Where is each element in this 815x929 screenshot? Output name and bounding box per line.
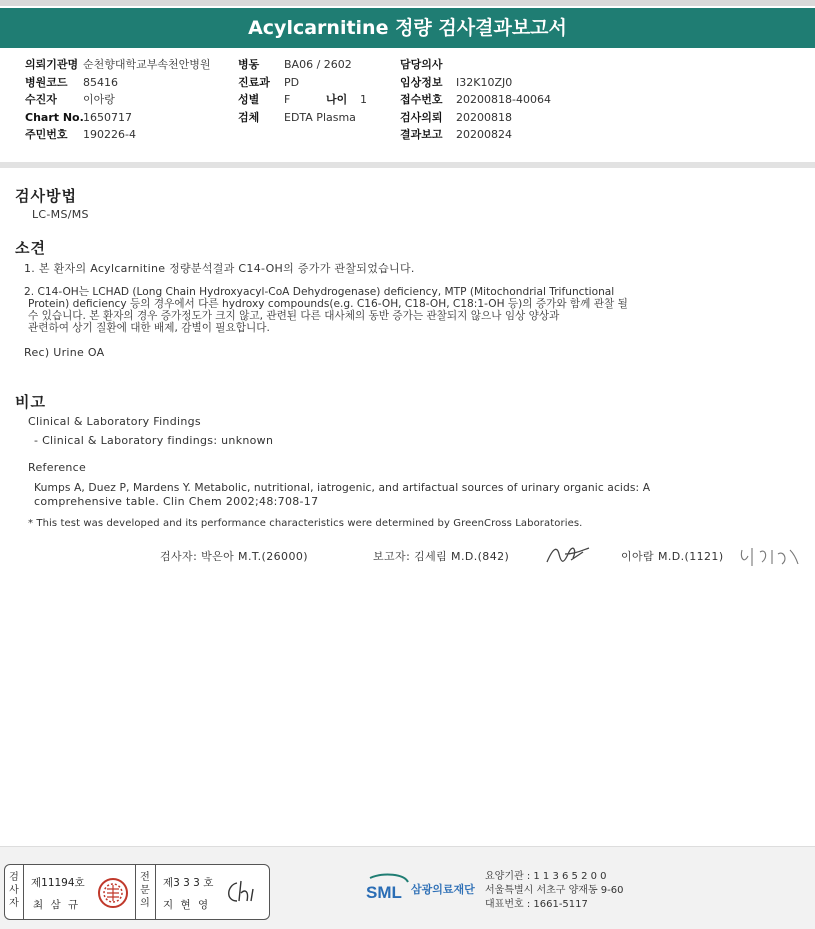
findings-item-2-line: 관련하여 상기 질환에 대한 배제, 감별이 필요합니다. (28, 322, 270, 334)
findings-item-2-line: 수 있습니다. 본 환자의 경우 증가정도가 크지 않고, 관련된 다른 대사체의 동반 증가는 관찰되지 않으나 임상 양상과 (28, 310, 560, 322)
header-row (400, 91, 551, 109)
header-key: 담당의사 (400, 58, 443, 71)
method-text: LC-MS/MS (32, 208, 89, 221)
header-value: EDTA Plasma (284, 110, 356, 124)
disclaimer: * This test was developed and its performance characteristics were determined by GreenCross Laboratories. (28, 518, 583, 529)
sml-logo-icon (364, 872, 410, 904)
doctor-handwritten-signature (738, 544, 802, 570)
header-col-3 (400, 56, 551, 144)
reference-heading: Reference (28, 461, 87, 474)
header-key: 성별 (238, 93, 260, 106)
org-info-line: 대표번호 : 1661-5117 (485, 899, 588, 910)
header-row (25, 56, 211, 74)
clinical-item: - Clinical & Laboratory findings: unknown (34, 434, 274, 447)
license-stamp-box (4, 864, 270, 920)
header-key: 수진자 (25, 93, 57, 106)
header-value: PD (284, 75, 300, 89)
logo-text: SML (366, 883, 402, 902)
tester-label: 검사자 (9, 872, 19, 909)
specialist-license: 제3 3 3 호 (163, 877, 214, 889)
reference-line: comprehensive table. Clin Chem 2002;48:708-17 (34, 495, 319, 508)
header-row (238, 56, 367, 74)
header-value: 순천향대학교부속천안병원 (83, 58, 211, 71)
findings-title: 소견 (15, 239, 46, 257)
header-row (400, 74, 551, 92)
org-name: 삼광의료재단 (411, 883, 475, 896)
specialist-label: 전문의 (140, 872, 150, 909)
header-row (400, 56, 551, 74)
reporter-handwritten-signature (543, 542, 593, 568)
report-title: Acylcarnitine 정량 검사결과보고서 (0, 8, 815, 48)
header-col-2 (238, 56, 367, 126)
header-row (400, 126, 551, 144)
findings-item-1: 1. 본 환자의 Acylcarnitine 정량분석결과 C14-OH의 증가가 관찰되었습니다. (24, 262, 415, 275)
tester-license: 제11194호 (31, 877, 85, 889)
header-row (25, 74, 211, 92)
header-value: BA06 / 2602 (284, 58, 352, 71)
header-value: 20200818 (456, 110, 512, 124)
header-value: 1650717 (83, 110, 132, 124)
divider (155, 865, 156, 919)
header-key: 병원코드 (25, 75, 68, 89)
remarks-title: 비고 (15, 393, 46, 411)
findings-item-2-line: Protein) deficiency 등의 경우에서 다른 hydroxy compounds(e.g. C16-OH, C18-OH, C18:1-OH 등)의 증가와 함께 관찰 될 (28, 298, 628, 310)
divider (135, 865, 136, 919)
reporter-signature-label: 보고자: 김세림 M.D.(842) (373, 550, 510, 563)
org-info-line: 서울특별시 서초구 양재동 9-60 (485, 885, 624, 896)
header-key: 검체 (238, 110, 260, 124)
findings-rec: Rec) Urine OA (24, 346, 105, 359)
header-key: 결과보고 (400, 128, 443, 141)
header-row (25, 109, 211, 127)
header-value: 85416 (83, 75, 118, 89)
header-key: 진료과 (238, 75, 270, 89)
header-row (238, 91, 367, 109)
org-info-line: 요양기관 : 1 1 3 6 5 2 0 0 (485, 871, 607, 882)
header-row (238, 109, 367, 127)
header-row (400, 109, 551, 127)
tester-seal-icon (97, 877, 129, 909)
header-row (238, 74, 367, 92)
tester-name: 최 삼 규 (33, 899, 81, 911)
tester-signature-label: 검사자: 박은아 M.T.(26000) (160, 550, 308, 563)
divider (23, 865, 24, 919)
header-key: 접수번호 (400, 93, 443, 106)
specialist-handwritten-signature (223, 877, 263, 909)
header-value: 20200824 (456, 128, 512, 141)
header-col-1 (25, 56, 211, 144)
reference-line: Kumps A, Duez P, Mardens Y. Metabolic, nutritional, iatrogenic, and artifactual sources of urinary organic acids: A (34, 481, 651, 494)
doctor-signature-label: 이아람 M.D.(1121) (621, 550, 724, 563)
header-key: 병동 (238, 58, 260, 71)
header-key: 검사의뢰 (400, 110, 443, 124)
header-value: F (284, 93, 291, 106)
top-border (0, 0, 815, 6)
specialist-name: 지 현 영 (163, 899, 211, 911)
header-key: Chart No. (25, 110, 84, 124)
header-value: 20200818-40064 (456, 93, 551, 106)
header-key: 주민번호 (25, 128, 68, 141)
header-row (25, 126, 211, 144)
header-value: 190226-4 (83, 128, 136, 141)
header-separator (0, 162, 815, 168)
clinical-heading: Clinical & Laboratory Findings (28, 415, 201, 428)
age-value: 1 (360, 93, 367, 106)
header-key: 의뢰기관명 (25, 58, 79, 71)
header-key: 임상정보 (400, 75, 443, 89)
header-row (25, 91, 211, 109)
header-value: I32K10ZJ0 (456, 75, 513, 89)
age-key: 나이 (326, 93, 348, 106)
findings-item-2-line: 2. C14-OH는 LCHAD (Long Chain Hydroxyacyl-CoA Dehydrogenase) deficiency, MTP (Mitochondrial Trifunctional (24, 286, 615, 298)
method-title: 검사방법 (15, 187, 77, 205)
header-value: 이아랑 (83, 93, 115, 106)
